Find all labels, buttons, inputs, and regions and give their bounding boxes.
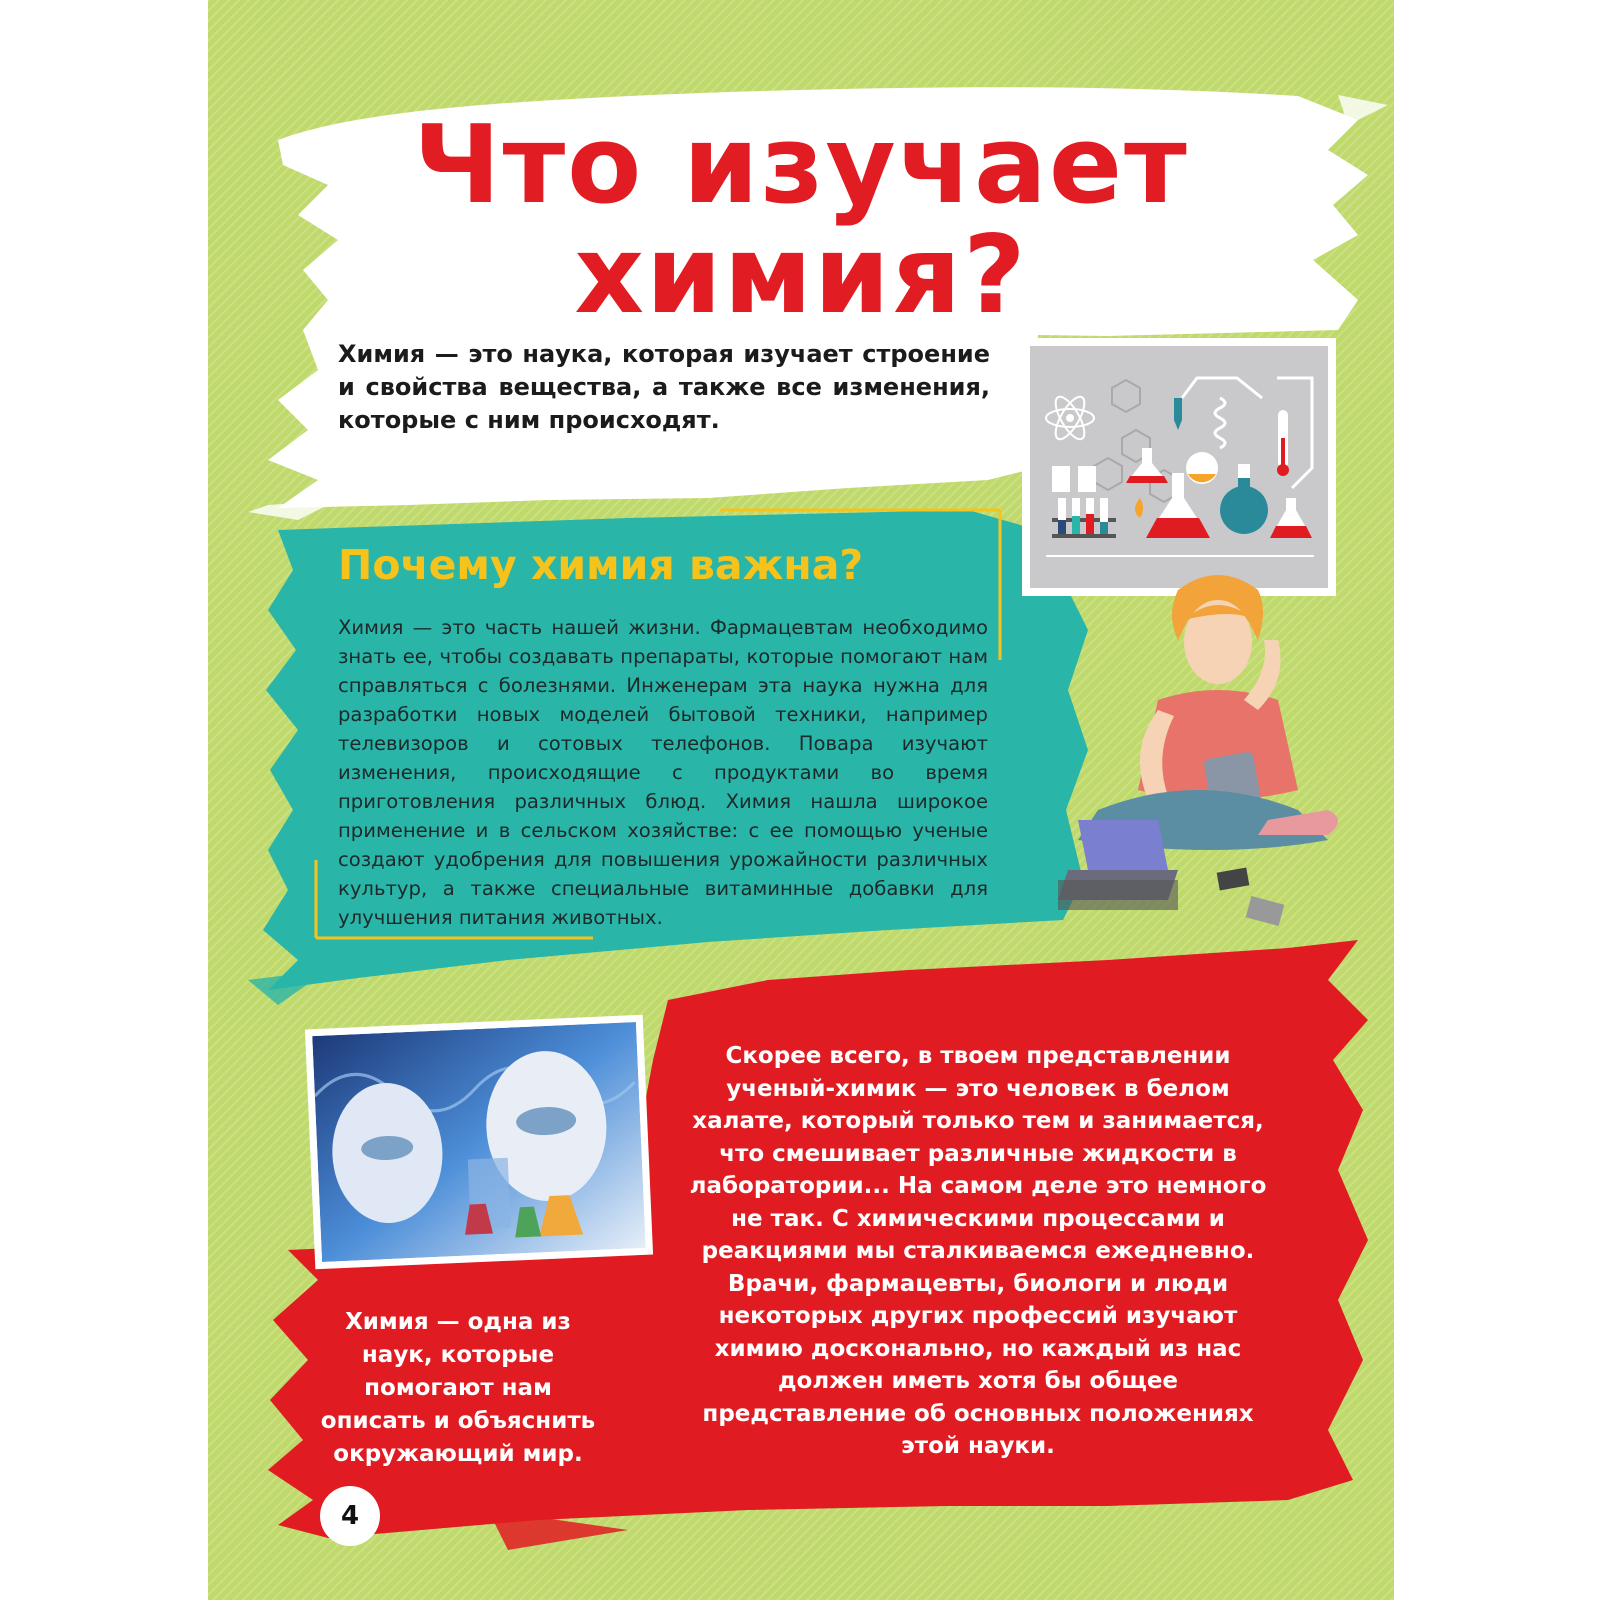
scientists-photo: [312, 1022, 646, 1262]
lab-equipment-icon: [1022, 338, 1336, 596]
page-number: 4: [320, 1486, 380, 1546]
red-block-left-text: Химия — одна из наук, которые помогают нам описать и объяснить окружающий мир.: [320, 1309, 596, 1467]
lab-photo-frame: [305, 1015, 653, 1270]
intro-paragraph: Химия — это наука, которая изучает строение и свойства вещества, а также все изменения, которые с ним происходят.: [338, 340, 990, 434]
page-title-line2: химия?: [574, 213, 1028, 338]
section-heading-why: Почему химия важна?: [338, 541, 864, 589]
page-title-line1: Что изучает: [413, 103, 1189, 228]
section-body-why: Химия — это часть нашей жизни. Фармацевтам необходимо знать ее, чтобы создавать препараты, которые помогают нам справляться с болезнями. Инженерам эта наука нужна для разработки новых моделей бытовой техники, например телевизоров и сотовых телефонов. Повара изучают изменения, происходящие с продуктами во время приготовления различных блюд. Химия нашла широкое применение и в сельском хозяйстве: с ее помощью ученые создают удобрения для повышения урожайности различных культур, а также специальные витаминные добавки для улучшения питания животных.: [338, 616, 988, 929]
red-block-right-text: Скорее всего, в твоем представлении ученый-химик — это человек в белом халате, который только тем и занимается, что смешивает различные жидкости в лаборатории... На самом деле это немного не так. С химическими процессами и реакциями мы сталкиваемся ежедневно. Врачи, фармацевты, биологи и люди некоторых других профессий изучают химию досконально, но каждый из нас должен иметь хотя бы общее представление об основных положениях этой науки.: [689, 1043, 1267, 1459]
lab-illustration-frame: [1022, 338, 1336, 596]
boy-with-tablet-illustration: [1058, 570, 1358, 950]
book-page: [208, 0, 1394, 1600]
